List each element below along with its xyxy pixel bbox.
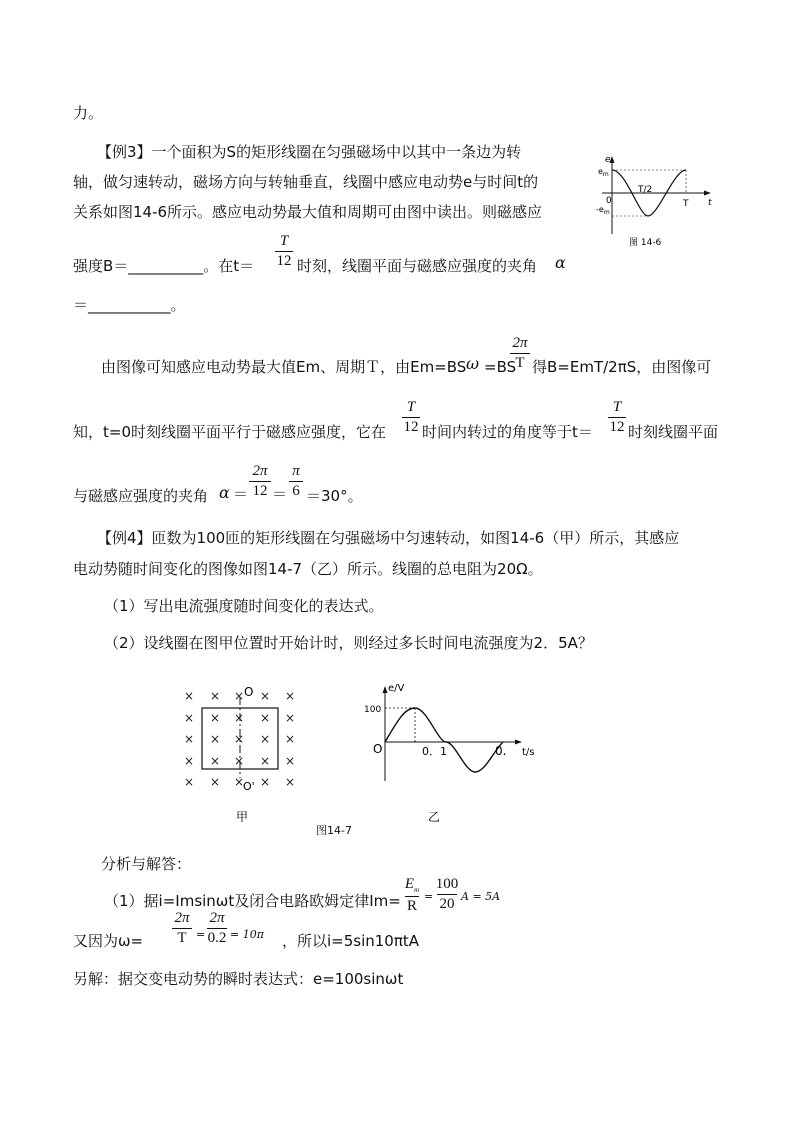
ans-heading: 分析与解答： [101, 855, 192, 873]
alpha-symbol: α [219, 483, 230, 502]
omega-symbol: ω [466, 354, 480, 373]
fraction-2pi-over-t [172, 911, 192, 946]
sol3-p1c: 得B=EmT/2πS，由图像可 [532, 358, 712, 376]
fraction-numerator: 2π [174, 910, 190, 926]
field-cross: × [234, 732, 245, 746]
fig146-em: $e_m$ [598, 167, 609, 178]
figure-14-7-yi [360, 678, 545, 823]
equals-sign: ＝ [233, 485, 249, 503]
ex3-line2: 轴，做匀速转动，磁场方向与转轴垂直，线圈中感应电动势e与时间t的 [73, 173, 539, 191]
fraction-numerator: 2π [252, 463, 268, 479]
field-cross: × [285, 754, 296, 768]
label-jia: 甲 [236, 810, 249, 824]
fraction-denominator: 12 [609, 419, 625, 435]
fig146-ylabel: e [605, 155, 611, 165]
fraction-bar [275, 251, 293, 252]
fraction-t-over-12 [275, 234, 293, 269]
field-cross: × [260, 732, 271, 746]
yi-origin: O [373, 742, 383, 756]
fraction-bar [405, 896, 419, 897]
fig146-caption: 图 14-6 [629, 238, 662, 248]
fraction-bar [437, 894, 457, 895]
yi-x02: 0. [495, 744, 507, 758]
alpha-symbol: α [555, 253, 566, 272]
ans-line2a: 又因为ω= [73, 932, 144, 950]
fraction-pi-over-6 [289, 464, 303, 499]
field-cross: × [234, 775, 245, 789]
fraction-2pi-over-02 [207, 911, 227, 946]
fraction-bar [172, 928, 192, 929]
fraction-bar [249, 481, 271, 482]
field-cross: × [260, 775, 271, 789]
fig146-period: T [683, 199, 689, 209]
fraction-numerator: 2π [512, 335, 528, 351]
fraction-numerator: T [612, 399, 622, 415]
ans-line2b: ，所以i=5sin10πtA [282, 932, 420, 950]
ans-10pi: = 10π [230, 928, 264, 941]
equals-sign: ＝ [272, 485, 288, 503]
fraction-t-over-12 [608, 400, 626, 435]
equals-sign: = [196, 928, 206, 941]
line-top: 力。 [73, 104, 104, 122]
field-cross: × [260, 689, 271, 703]
ex4-line1: 【例4】匝数为100匝的矩形线圈在匀强磁场中匀速转动，如图14-6（甲）所示，其感应 [97, 529, 680, 547]
sol3-p1b: =BS [484, 358, 517, 376]
yi-ylabel: e/V [388, 683, 405, 694]
fraction-denominator: 6 [292, 483, 300, 499]
ans-line1a: （1）据i=Imsinωt及闭合电路欧姆定律Im= [104, 892, 401, 910]
fraction-t-over-12 [402, 400, 420, 435]
ex3-line4b: 时刻，线圈平面与磁感应强度的夹角 [297, 257, 538, 275]
label-yi: 乙 [428, 810, 441, 823]
fraction-denominator: R [406, 898, 417, 914]
fraction-denominator: 12 [276, 253, 292, 269]
field-cross: × [210, 689, 221, 703]
fraction-denominator: 0.2 [207, 930, 227, 946]
yi-x01: 0．1 [422, 745, 447, 758]
field-cross: × [184, 689, 195, 703]
fig146-half-period: T/2 [638, 185, 653, 195]
x-axis-arrow [704, 191, 711, 196]
fig146-xlabel: t [708, 198, 712, 208]
field-cross: × [210, 775, 221, 789]
x-axis-arrow [515, 740, 522, 745]
field-cross: × [260, 711, 271, 725]
equals-sign: = [424, 890, 434, 903]
field-cross: × [184, 754, 195, 768]
field-cross: × [210, 711, 221, 725]
field-cross: × [234, 754, 245, 768]
field-cross: × [260, 754, 271, 768]
field-cross: × [285, 689, 296, 703]
fraction-2pi-over-t [510, 336, 530, 371]
fig146-neg-em: $-e_m$ [596, 205, 610, 216]
fraction-2pi-over-12 [249, 464, 271, 499]
ex3-line4a: 强度B＝__________。在t＝ [73, 257, 255, 275]
axis-label-o-prime: O' [243, 780, 255, 793]
fraction-denominator: 12 [403, 419, 419, 435]
field-cross: × [210, 732, 221, 746]
fraction-numerator: T [279, 233, 289, 249]
axis-label-o: O [244, 685, 254, 699]
ex3-line5: ＝___________。 [73, 296, 186, 314]
fraction-denominator: T [515, 355, 525, 371]
sol3-p3a: 与磁感应强度的夹角 [73, 487, 209, 505]
fraction-denominator: 20 [439, 896, 455, 912]
figure-14-7-jia [175, 680, 305, 825]
field-cross: × [234, 711, 245, 725]
fraction-bar [207, 928, 227, 929]
fraction-100-over-20 [437, 877, 457, 912]
sol3-p3b: ＝30°。 [306, 487, 363, 505]
field-cross: × [285, 775, 296, 789]
ex3-line3: 关系如图14-6所示。感应电动势最大值和周期可由图中读出。则磁感应 [73, 203, 543, 221]
yi-y100: 100 [364, 705, 382, 715]
ex4-line2: 电动势随时间变化的图像如图14-7（乙）所示。线圈的总电阻为20Ω。 [73, 560, 543, 578]
fraction-bar [402, 417, 420, 418]
figure-14-6 [592, 150, 722, 250]
yi-xlabel: t/s [522, 747, 535, 758]
sine-curve [385, 708, 503, 772]
fraction-numerator: $E_m$ [404, 876, 420, 894]
ans-5a: A = 5A [461, 890, 501, 903]
field-cross: × [184, 775, 195, 789]
ex3-line1: 【例3】一个面积为S的矩形线圈在匀强磁场中以其中一条边为转 [97, 143, 522, 161]
fraction-bar [510, 353, 530, 354]
sol3-p2a: 知，t=0时刻线圈平面平行于磁感应强度，它在 [73, 423, 386, 441]
fraction-bar [608, 417, 626, 418]
ex4-question1: （1）写出电流强度随时间变化的表达式。 [104, 597, 384, 615]
field-cross: × [285, 711, 296, 725]
field-cross: × [184, 732, 195, 746]
field-cross: × [234, 689, 245, 703]
fraction-bar [289, 481, 303, 482]
field-cross: × [184, 711, 195, 725]
fraction-em-over-r [405, 877, 419, 914]
fraction-numerator: 100 [435, 876, 459, 892]
sol3-p2c: 时刻线圈平面 [628, 423, 719, 441]
fraction-denominator: 12 [252, 483, 268, 499]
field-cross: × [285, 732, 296, 746]
fraction-numerator: π [292, 463, 300, 479]
sol3-p2b: 时间内转过的角度等于t＝ [422, 423, 593, 441]
fig146-zero: 0 [606, 196, 612, 206]
field-cross: × [210, 754, 221, 768]
sol3-p1a: 由图像可知感应电动势最大值Em、周期Ｔ，由Em=BS [101, 358, 467, 376]
y-axis-arrow [383, 686, 388, 693]
fraction-numerator: T [406, 399, 416, 415]
fraction-denominator: T [177, 930, 187, 946]
ex4-question2: （2）设线圈在图甲位置时开始计时，则经过多长时间电流强度为2．5A？ [104, 634, 593, 652]
fig147-caption: 图14-7 [316, 824, 352, 837]
fraction-numerator: 2π [209, 910, 225, 926]
ans-line3: 另解：据交变电动势的瞬时表达式：e=100sinωt [73, 970, 404, 988]
